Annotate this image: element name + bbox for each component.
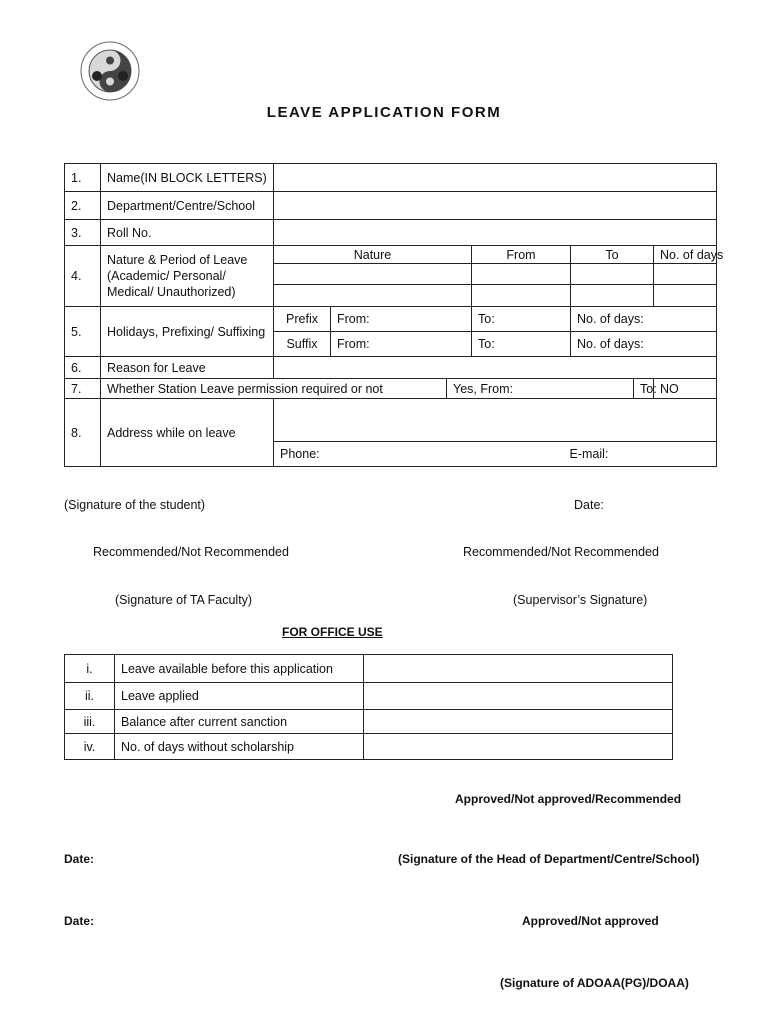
office-value-field[interactable] — [364, 734, 673, 760]
approval-label: Approved/Not approved — [522, 914, 659, 928]
row-label: Leave applied — [115, 683, 364, 710]
office-value-field[interactable] — [364, 710, 673, 734]
office-value-field[interactable] — [364, 683, 673, 710]
institute-seal-logo — [72, 40, 148, 102]
to-field[interactable] — [571, 264, 654, 285]
recommendation-right: Recommended/Not Recommended — [463, 545, 659, 559]
days-field[interactable] — [654, 264, 717, 285]
office-use-table — [64, 654, 673, 760]
row-number: ii. — [65, 683, 115, 710]
date-label: Date: — [64, 914, 95, 928]
days-header: No. of days — [654, 246, 717, 264]
row-label: Address while on leave — [101, 399, 274, 467]
row-label: Holidays, Prefixing/ Suffixing — [101, 307, 274, 357]
row-number: 7. — [65, 379, 101, 399]
row-label: Balance after current sanction — [115, 710, 364, 734]
office-value-field[interactable] — [364, 655, 673, 683]
name-field[interactable] — [274, 164, 717, 192]
row-number: 3. — [65, 220, 101, 246]
row-label: Nature & Period of Leave (Academic/ Personal/ Medical/ Unauthorized) — [101, 246, 274, 307]
prefix-from-field[interactable]: From: — [331, 307, 472, 332]
row-label: Department/Centre/School — [101, 192, 274, 220]
ta-faculty-signature-label: (Signature of TA Faculty) — [115, 593, 253, 607]
table-row — [65, 710, 673, 734]
from-field[interactable] — [472, 285, 571, 307]
email-field[interactable]: E-mail: — [546, 442, 717, 467]
table-row — [65, 683, 673, 710]
table-row — [65, 307, 717, 332]
phone-field[interactable]: Phone: — [274, 442, 546, 467]
table-row — [65, 734, 673, 760]
form-title: LEAVE APPLICATION FORM — [266, 104, 502, 121]
from-field[interactable] — [472, 264, 571, 285]
days-field[interactable] — [654, 285, 717, 307]
leave-form-table — [64, 163, 724, 467]
nature-field[interactable] — [274, 264, 472, 285]
prefix-label: Prefix — [274, 307, 331, 332]
row-number: 2. — [65, 192, 101, 220]
suffix-label: Suffix — [274, 332, 331, 357]
table-row — [65, 192, 717, 220]
adoaa-signature-label: (Signature of ADOAA(PG)/DOAA) — [500, 976, 689, 990]
office-use-heading: FOR OFFICE USE — [282, 625, 383, 639]
row-label: Name(IN BLOCK LETTERS) — [101, 164, 274, 192]
row-label: Reason for Leave — [101, 357, 274, 379]
table-row — [65, 357, 717, 379]
station-yes-from-field[interactable]: Yes, From: — [447, 379, 634, 399]
nature-field[interactable] — [274, 285, 472, 307]
from-header: From — [472, 246, 571, 264]
student-signature-label: (Signature of the student) — [64, 498, 206, 512]
date-label: Date: — [64, 852, 95, 866]
row-label: Roll No. — [101, 220, 274, 246]
nature-header: Nature — [274, 246, 472, 264]
date-label: Date: — [574, 498, 604, 512]
table-row — [65, 399, 717, 442]
roll-no-field[interactable] — [274, 220, 717, 246]
row-number: iv. — [65, 734, 115, 760]
to-field[interactable] — [571, 285, 654, 307]
suffix-from-field[interactable]: From: — [331, 332, 472, 357]
row-number: 1. — [65, 164, 101, 192]
reason-field[interactable] — [274, 357, 717, 379]
table-row — [65, 220, 717, 246]
row-number: 5. — [65, 307, 101, 357]
table-row — [65, 379, 717, 399]
table-row — [65, 655, 673, 683]
row-label: Whether Station Leave permission required or not — [101, 379, 447, 399]
prefix-days-field[interactable]: No. of days: — [571, 307, 717, 332]
station-to-field[interactable]: To: — [634, 379, 654, 399]
row-label: Leave available before this application — [115, 655, 364, 683]
suffix-to-field[interactable]: To: — [472, 332, 571, 357]
row-number: 4. — [65, 246, 101, 307]
row-label: No. of days without scholarship — [115, 734, 364, 760]
row-number: iii. — [65, 710, 115, 734]
table-row — [65, 164, 717, 192]
row-number: 6. — [65, 357, 101, 379]
department-field[interactable] — [274, 192, 717, 220]
to-header: To — [571, 246, 654, 264]
supervisor-signature-label: (Supervisor’s Signature) — [513, 593, 648, 607]
suffix-days-field[interactable]: No. of days: — [571, 332, 717, 357]
table-row — [65, 246, 717, 264]
hod-signature-label: (Signature of the Head of Department/Centre/School) — [398, 852, 700, 866]
row-number: 8. — [65, 399, 101, 467]
recommendation-left: Recommended/Not Recommended — [93, 545, 289, 559]
station-no-option[interactable]: NO — [654, 379, 717, 399]
address-field[interactable] — [274, 399, 717, 442]
approval-recommendation-label: Approved/Not approved/Recommended — [455, 792, 682, 806]
row-number: i. — [65, 655, 115, 683]
prefix-to-field[interactable]: To: — [472, 307, 571, 332]
